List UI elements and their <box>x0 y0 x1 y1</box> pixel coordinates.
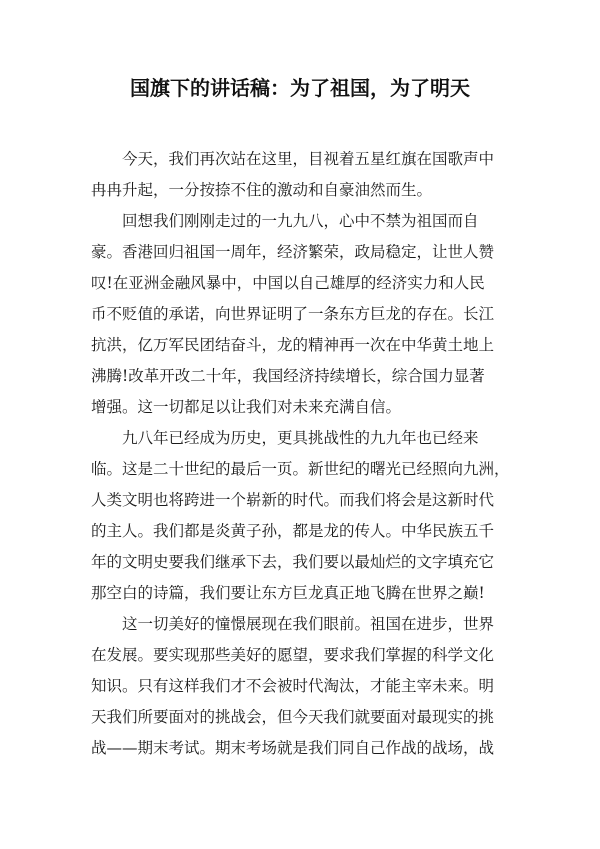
text-line: 那空白的诗篇，我们要让东方巨龙真正地飞腾在世界之巅! <box>91 584 485 602</box>
text-line: 抗洪，亿万军民团结奋斗，龙的精神再一次在中华黄土地上 <box>91 336 495 354</box>
text-line: 币不贬值的承诺，向世界证明了一条东方巨龙的存在。长江 <box>91 305 495 323</box>
text-line: 叹!在亚洲金融风暴中，中国以自己雄厚的经济实力和人民 <box>91 274 485 292</box>
paragraph <box>91 423 510 609</box>
text-line: 豪。香港回归祖国一周年，经济繁荣，政局稳定，让世人赞 <box>91 243 495 261</box>
text-line: 天我们所要面对的挑战会，但今天我们就要面对最现实的挑 <box>91 708 495 726</box>
page-title: 国旗下的讲话稿：为了祖国，为了明天 <box>130 76 470 100</box>
text-line: 这一切美好的憧憬展现在我们眼前。祖国在进步，世界 <box>122 615 495 633</box>
paragraph <box>91 206 505 423</box>
text-line: 战——期末考试。期末考场就是我们同自己作战的战场，战 <box>91 739 495 757</box>
text-line: 临。这是二十世纪的最后一页。新世纪的曙光已经照向九洲， <box>91 460 510 478</box>
text-line: 增强。这一切都足以让我们对未来充满自信。 <box>91 398 402 416</box>
paragraph <box>91 609 505 764</box>
text-line: 沸腾!改革开改二十年，我国经济持续增长，综合国力显著 <box>91 367 485 385</box>
text-line: 的主人。我们都是炎黄子孙，都是龙的传人。中华民族五千 <box>91 522 495 540</box>
text-line: 人类文明也将跨进一个崭新的时代。而我们将会是这新时代 <box>91 491 495 509</box>
text-line: 在发展。要实现那些美好的愿望，要求我们掌握的科学文化 <box>91 646 495 664</box>
text-line: 冉冉升起，一分按捺不住的激动和自豪油然而生。 <box>91 181 433 199</box>
text-line: 回想我们刚刚走过的一九九八，心中不禁为祖国而自 <box>122 212 479 230</box>
text-line: 知识。只有这样我们才不会被时代淘汰，才能主宰未来。明 <box>91 677 495 695</box>
text-line: 年的文明史要我们继承下去，我们要以最灿烂的文字填充它 <box>91 553 495 571</box>
document-body <box>91 144 510 764</box>
text-line: 今天，我们再次站在这里，目视着五星红旗在国歌声中 <box>122 150 495 168</box>
paragraph <box>91 144 505 206</box>
text-line: 九八年已经成为历史，更具挑战性的九九年也已经来 <box>122 429 479 447</box>
